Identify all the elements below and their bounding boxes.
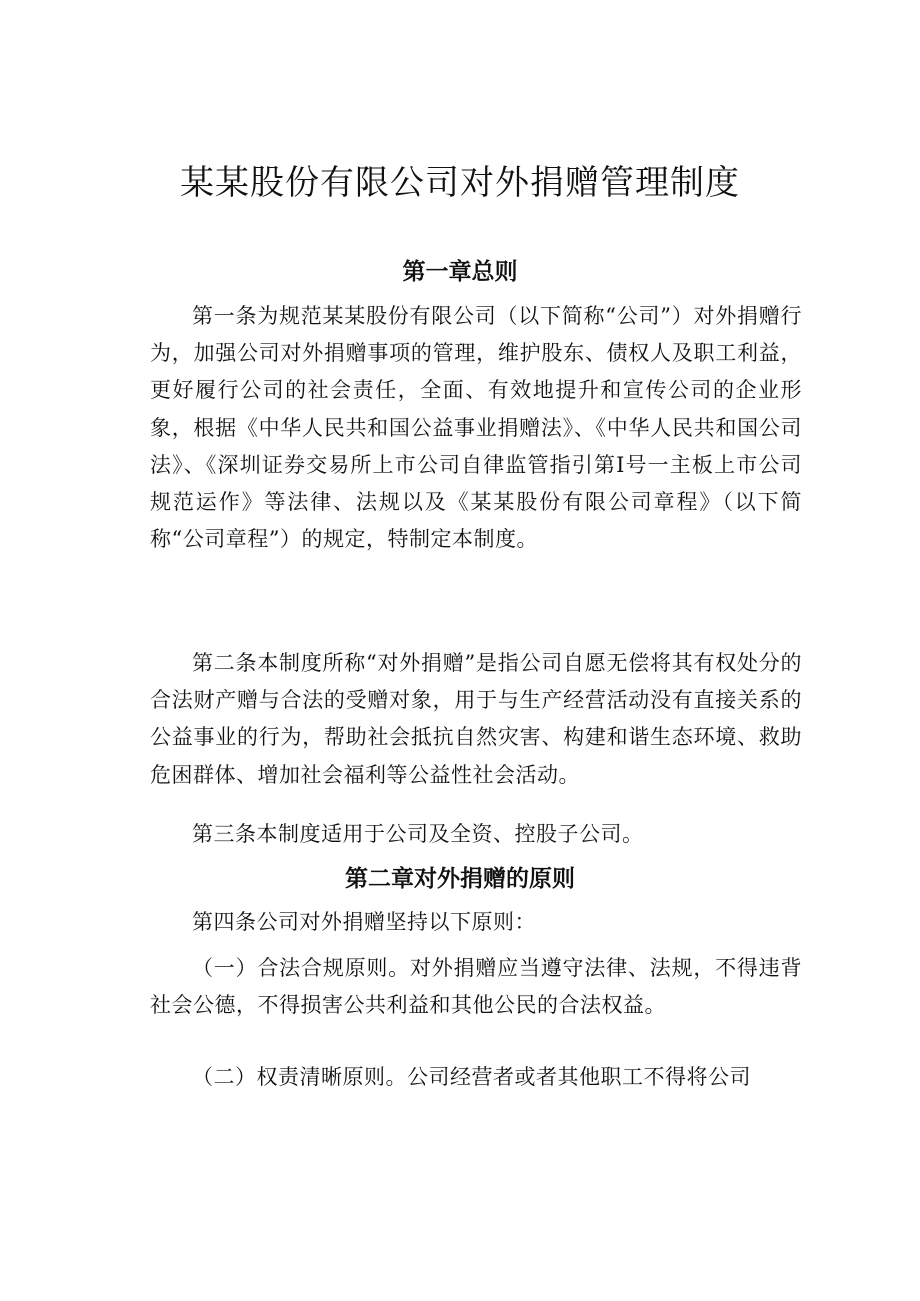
- article-2-paragraph: 第二条本制度所称“对外捐赠”是指公司自愿无偿将其有权处分的合法财产赠与合法的受赠对象，用于与生产经营活动没有直接关系的公益事业的行为，帮助社会抵抗自然灾害、构建和谐生态环境、救助危困群体、增加社会福利等公益性社会活动。: [150, 651, 802, 787]
- article-1-paragraph: 第一条为规范某某股份有限公司（以下简称“公司”）对外捐赠行为，加强公司对外捐赠事项的管理，维护股东、债权人及职工利益，更好履行公司的社会责任，全面、有效地提升和宣传公司的企业形象，根据《中华人民共和国公益事业捐赠法》、《中华人民共和国公司法》、《深圳证券交易所上市公司自律监管指引第I号一主板上市公司规范运作》等法律、法规以及《某某股份有限公司章程》（以下简称“公司章程”）的规定，特制定本制度。: [150, 304, 802, 552]
- chapter-2-heading: 第二章对外捐赠的原则: [345, 866, 575, 892]
- chapter-1-heading: 第一章总则: [402, 259, 518, 285]
- article-4-paragraph: 第四条公司对外捐赠坚持以下原则：: [192, 910, 536, 934]
- principle-2-paragraph: （二）权责清晰原则。公司经营者或者其他职工不得将公司: [192, 1065, 751, 1089]
- principle-1-paragraph: （一）合法合规原则。对外捐赠应当遵守法律、法规，不得违背社会公德，不得损害公共利益和其他公民的合法权益。: [150, 956, 802, 1018]
- document-title: 某某股份有限公司对外捐赠管理制度: [180, 163, 740, 203]
- article-3-paragraph: 第三条本制度适用于公司及全资、控股子公司。: [192, 822, 644, 846]
